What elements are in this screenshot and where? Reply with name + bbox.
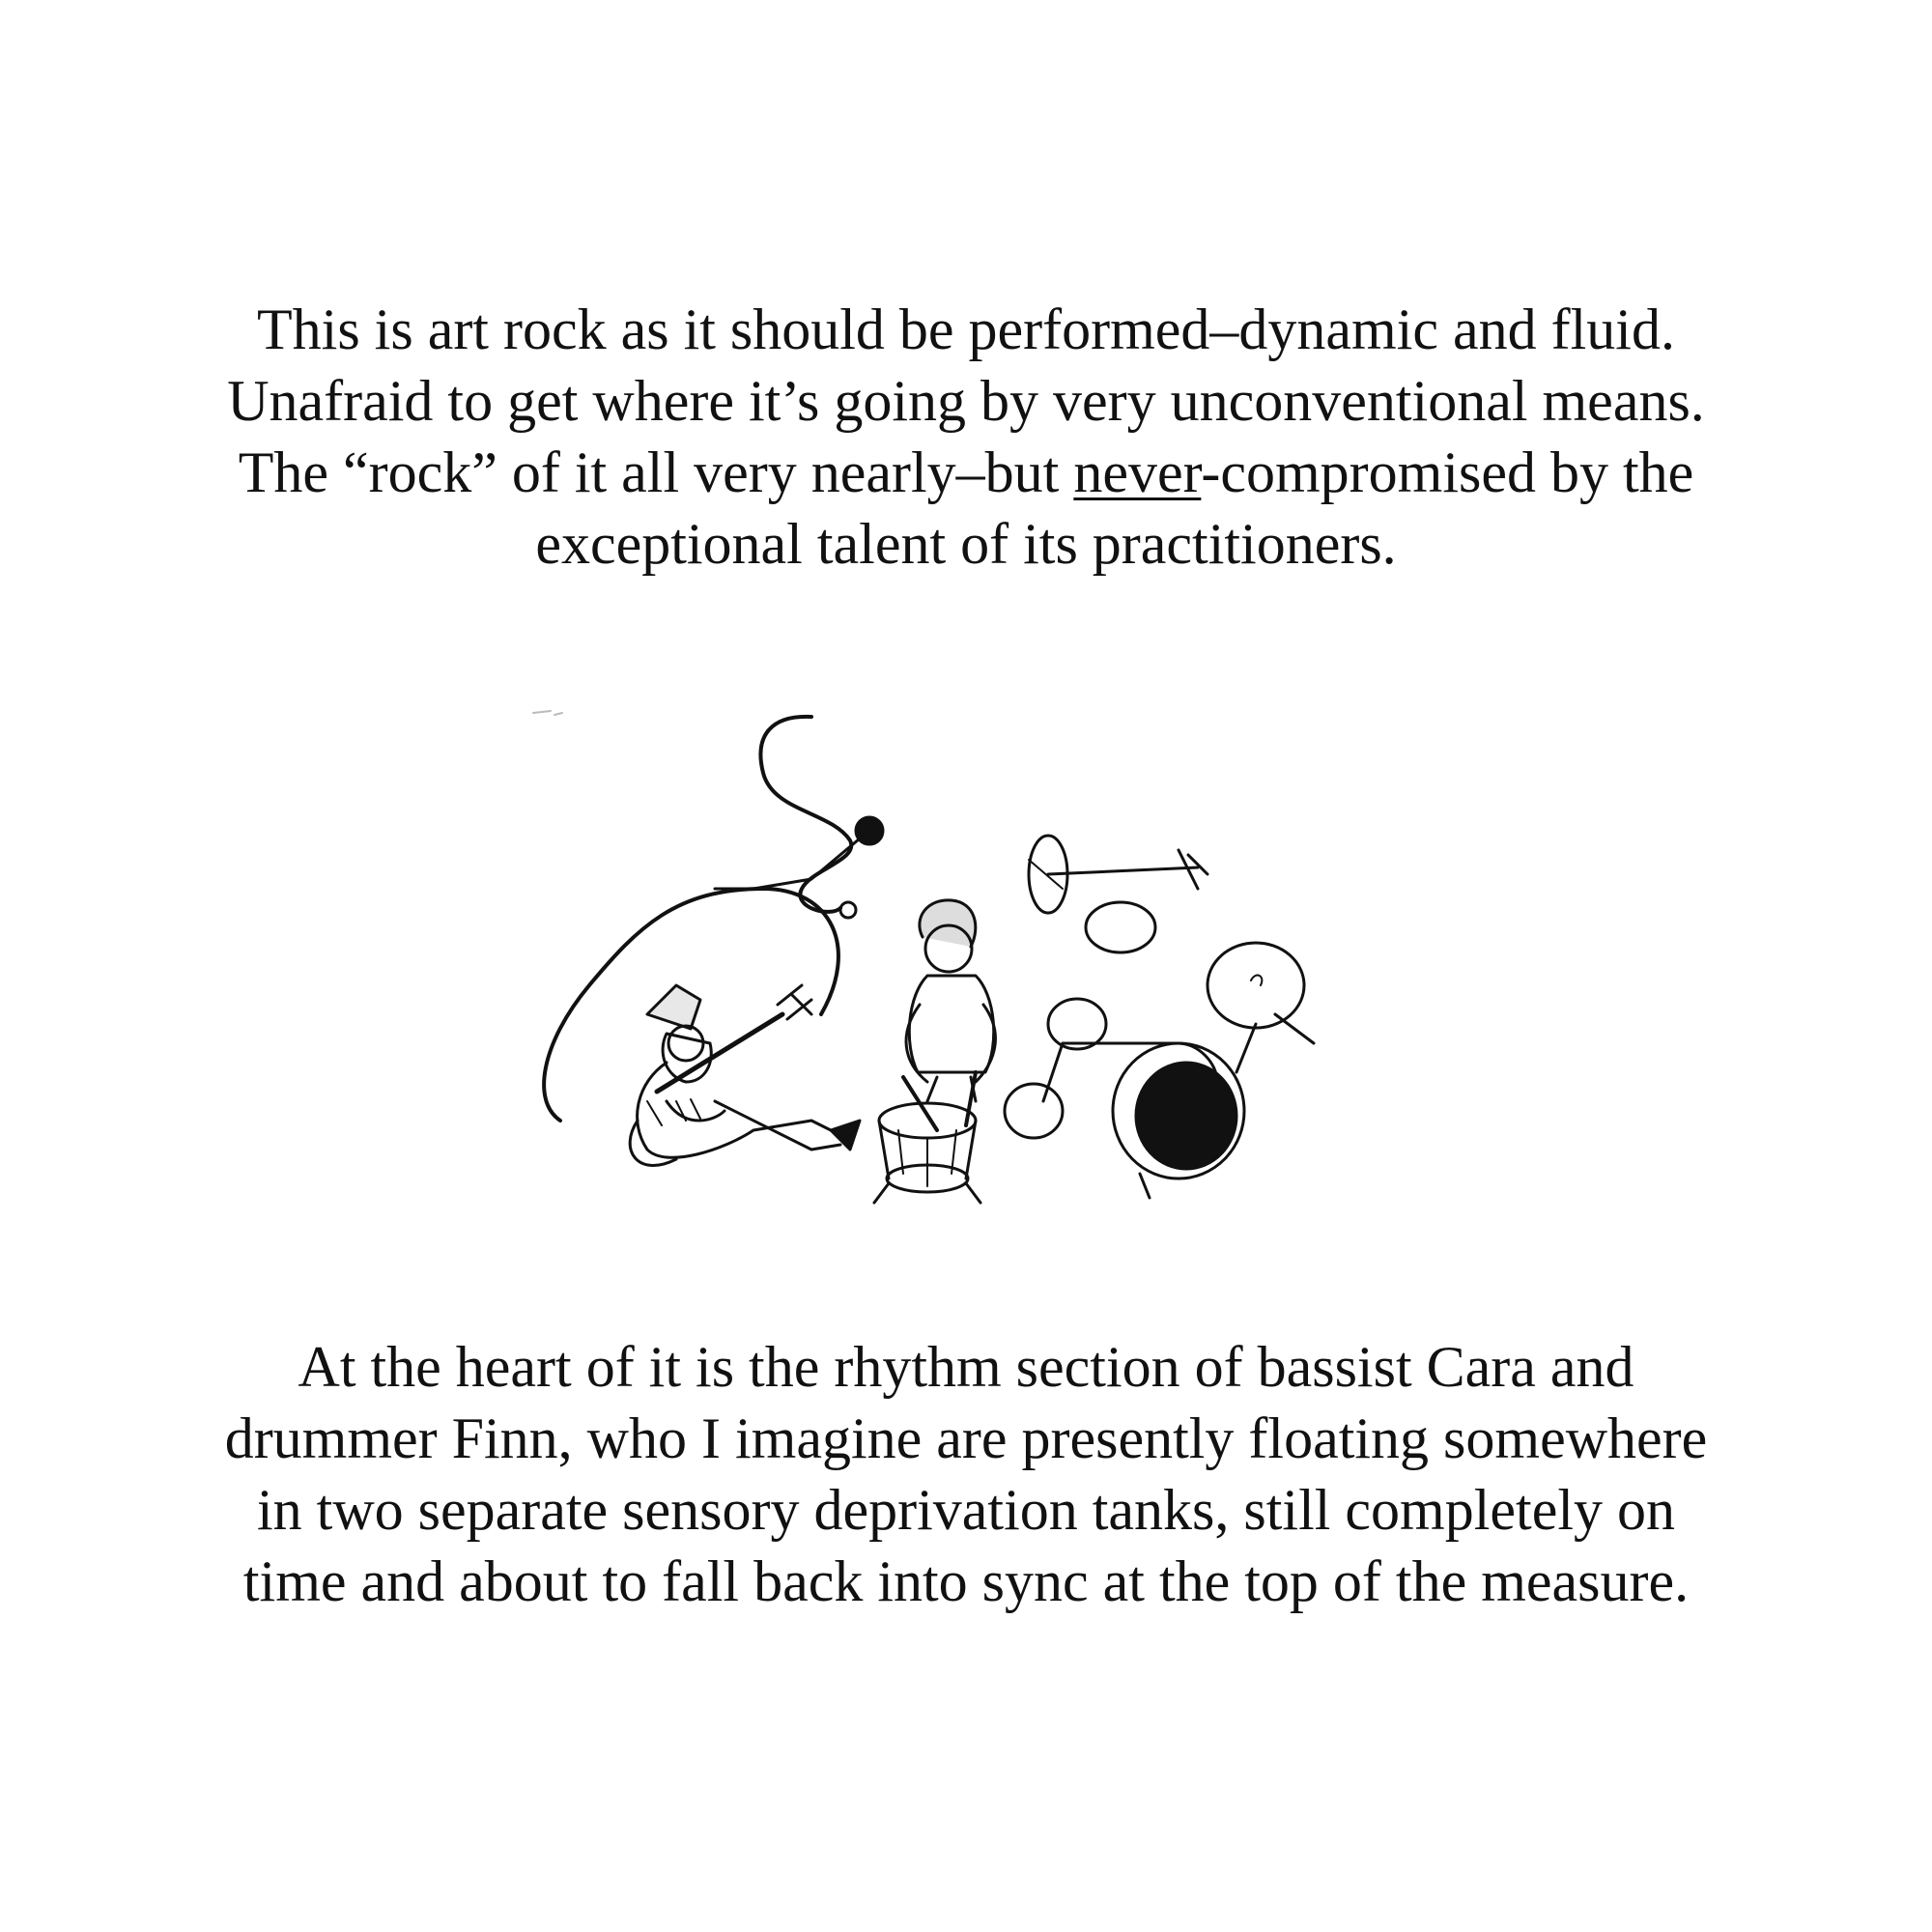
drummer-figure — [906, 900, 995, 1101]
bottom-paragraph-line-1: At the heart of it is the rhythm section of bassist Cara and — [298, 1335, 1634, 1399]
microphone-small-head — [840, 902, 856, 918]
top-paragraph — [97, 294, 1835, 580]
top-paragraph-line-2: Unafraid to get where it’s going by very unconventional means. — [227, 369, 1705, 433]
top-paragraph-line-3-end: -compromised by the — [1201, 440, 1694, 504]
underlined-word-never: never — [1073, 440, 1202, 504]
drum-kit — [1005, 902, 1314, 1198]
top-paragraph-line-4: exceptional talent of its practitioners. — [535, 512, 1397, 576]
bassist-figure — [630, 985, 860, 1165]
microphone-head — [856, 817, 883, 844]
bottom-paragraph-line-2: drummer Finn, who I imagine are presently floating somewhere — [224, 1406, 1708, 1470]
band-sketch-svg — [522, 696, 1410, 1217]
bottom-paragraph-line-4: time and about to fall back into sync at the top of the measure. — [242, 1549, 1690, 1613]
top-paragraph-line-3-start: The “rock” of it all very nearly–but — [238, 440, 1074, 504]
band-sketch-illustration — [522, 696, 1410, 1217]
faint-pencil-mark — [533, 711, 562, 715]
top-paragraph-line-3 — [97, 437, 1835, 508]
bottom-paragraph — [97, 1331, 1835, 1617]
microphone-cord — [760, 717, 851, 912]
top-paragraph-line-1: This is art rock as it should be performed–dynamic and fluid. — [257, 298, 1675, 361]
microphone-body — [753, 838, 860, 889]
bottom-paragraph-line-3: in two separate sensory deprivation tanks, still completely on — [256, 1478, 1675, 1542]
